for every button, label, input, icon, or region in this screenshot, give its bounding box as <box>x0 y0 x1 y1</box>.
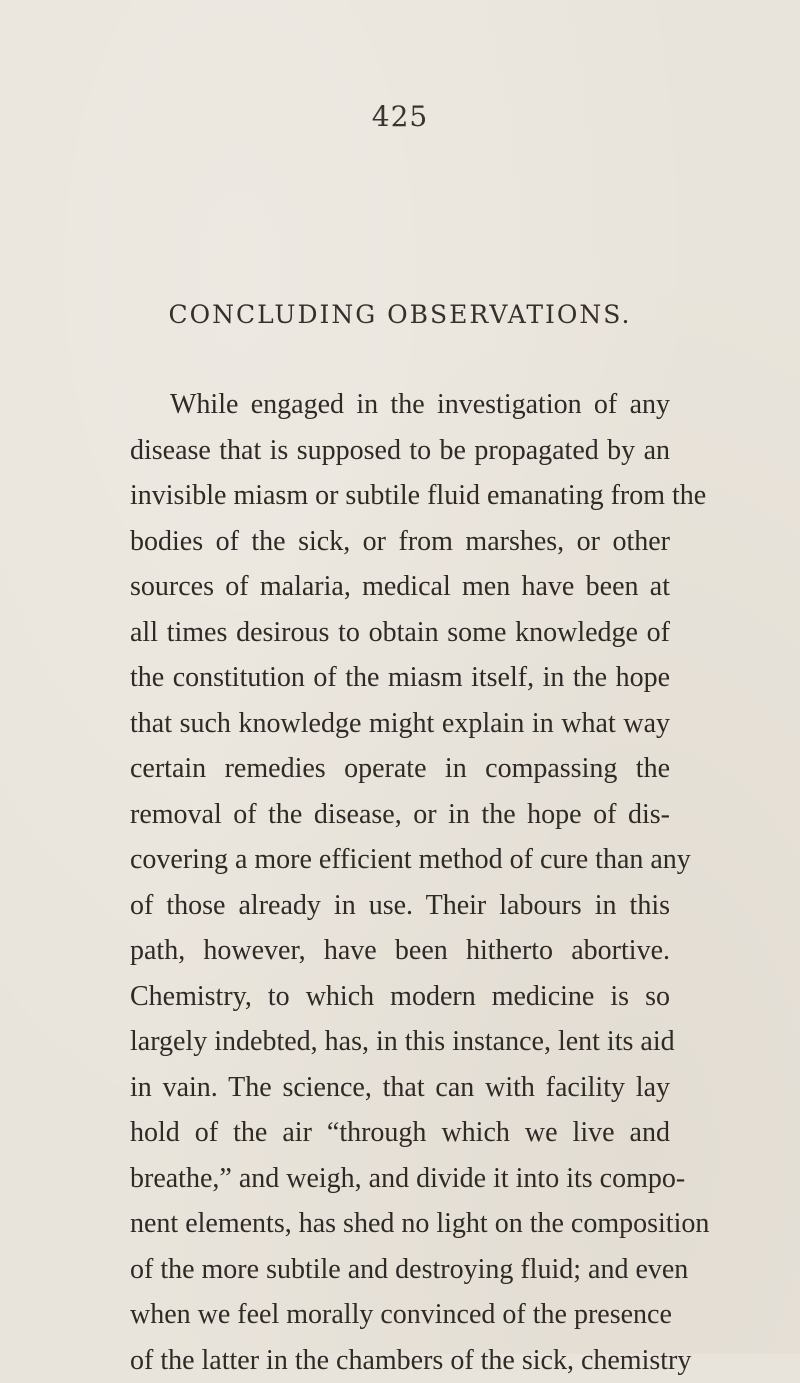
text-line: of the latter in the chambers of the sick, chemistry <box>130 1338 670 1383</box>
page-number: 425 <box>0 100 800 133</box>
text-line: disease that is supposed to be propagated by an <box>130 428 670 474</box>
text-line: when we feel morally convinced of the presence <box>130 1292 670 1338</box>
text-line: Chemistry, to which modern medicine is so <box>130 974 670 1020</box>
text-line: bodies of the sick, or from marshes, or other <box>130 519 670 565</box>
text-line: certain remedies operate in compassing the <box>130 746 670 792</box>
text-line: nent elements, has shed no light on the composition <box>130 1201 670 1247</box>
text-line: all times desirous to obtain some knowledge of <box>130 610 670 656</box>
text-line: path, however, have been hitherto abortive. <box>130 928 670 974</box>
text-line: of those already in use. Their labours in this <box>130 883 670 929</box>
text-line: largely indebted, has, in this instance, lent its aid <box>130 1019 670 1065</box>
text-line: in vain. The science, that can with facility lay <box>130 1065 670 1111</box>
text-line: covering a more efficient method of cure than any <box>130 837 670 883</box>
text-line: of the more subtile and destroying fluid; and even <box>130 1247 670 1293</box>
chapter-heading: CONCLUDING OBSERVATIONS. <box>0 300 800 329</box>
text-line: removal of the disease, or in the hope of dis- <box>130 792 670 838</box>
text-line: While engaged in the investigation of any <box>130 382 670 428</box>
text-line: that such knowledge might explain in what way <box>130 701 670 747</box>
text-line: invisible miasm or subtile fluid emanating from the <box>130 473 670 519</box>
text-line: breathe,” and weigh, and divide it into its compo- <box>130 1156 670 1202</box>
text-line: sources of malaria, medical men have been at <box>130 564 670 610</box>
body-paragraph <box>130 382 670 1383</box>
text-line: hold of the air “through which we live and <box>130 1110 670 1156</box>
text-line: the constitution of the miasm itself, in the hope <box>130 655 670 701</box>
